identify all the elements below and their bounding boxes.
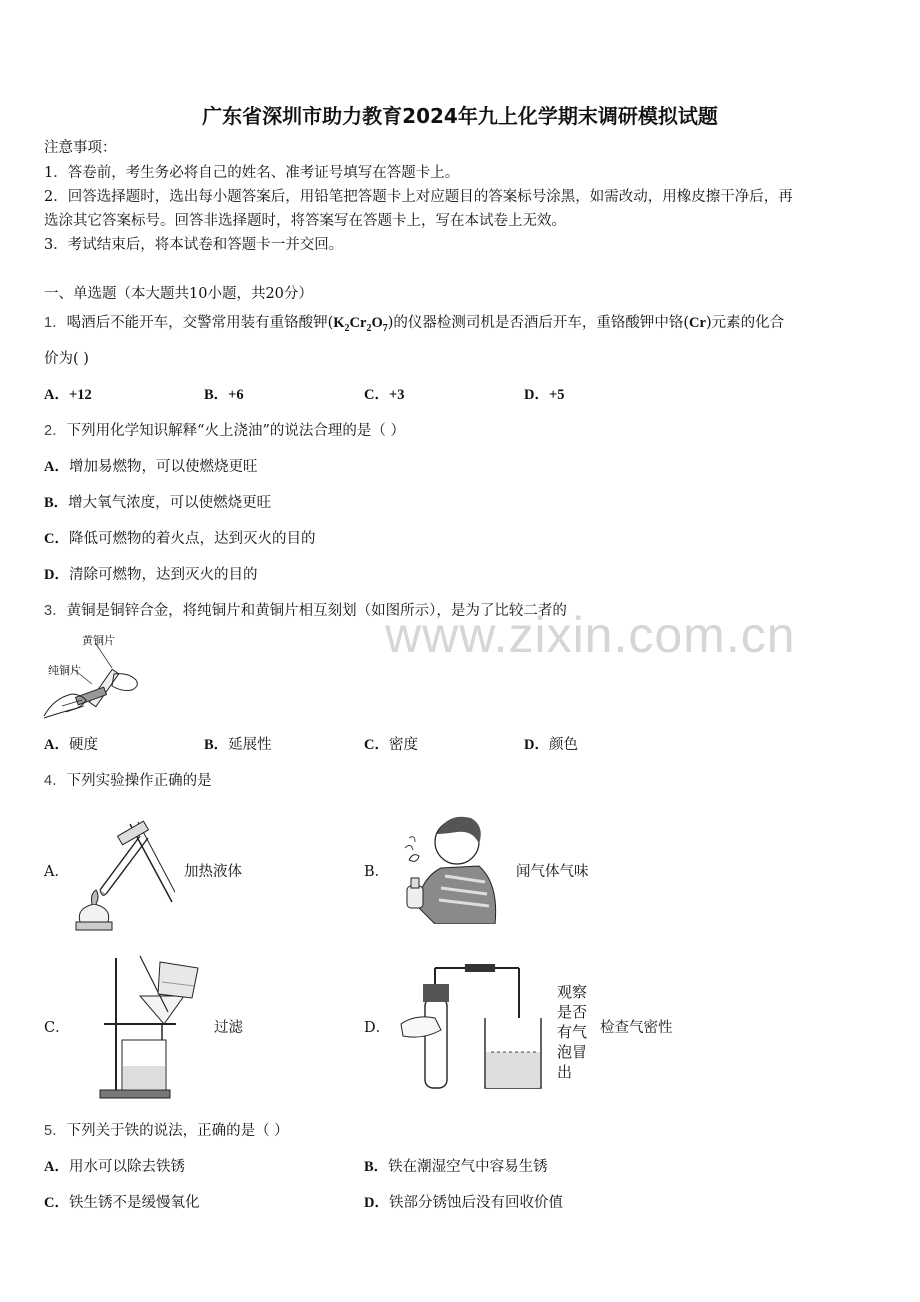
option-d[interactable]: D．清除可燃物，达到灭火的目的 [44,567,258,583]
question-5: 5．下列关于铁的说法，正确的是（ ） [44,1123,289,1139]
smell-gas-figure [395,812,500,924]
notice-item-2-line-1: 2．回答选择题时，选出每小题答案后，用铅笔把答题卡上对应题目的答案标号涂黑，如需改动，用橡皮擦干净后，再 [44,189,793,205]
filtration-figure [96,952,206,1100]
option-b-letter[interactable]: B． [364,864,390,880]
section-heading: 一、单选题（本大题共10小题，共20分） [44,286,313,302]
option-a[interactable]: A．+12 [44,387,92,403]
scratch-test-figure [42,628,142,724]
option-d[interactable]: D．+5 [524,387,565,403]
option-c[interactable]: C．+3 [364,387,405,403]
label-brass-sheet: 黄铜片 [82,634,115,647]
observe-bubbles-note: 观察 是否 有气 泡冒 出 [557,983,588,1081]
label-pure-copper-sheet: 纯铜片 [48,664,81,677]
airtightness-figure [395,958,595,1094]
notice-heading: 注意事项： [44,140,117,156]
option-a-text: 加热液体 [184,864,242,880]
option-d-letter[interactable]: D． [364,1020,391,1036]
option-c[interactable]: C．降低可燃物的着火点，达到灭火的目的 [44,531,316,547]
option-d[interactable]: D．颜色 [524,737,578,753]
option-b-text: 闻气体气味 [516,864,589,880]
question-number: 1． [44,315,67,331]
option-a[interactable]: A．用水可以除去铁锈 [44,1159,185,1175]
option-c[interactable]: C．铁生锈不是缓慢氧化 [44,1195,200,1211]
option-b[interactable]: B．延展性 [204,737,272,753]
heating-liquid-illustration [70,818,175,936]
notice-item-3: 3．考试结束后，将本试卷和答题卡一并交回。 [44,237,344,253]
watermark: www.zixin.com.cn [385,607,796,663]
filtration-illustration [96,952,206,1100]
option-b[interactable]: B．铁在潮湿空气中容易生锈 [364,1159,548,1175]
option-a[interactable]: A．硬度 [44,737,98,753]
option-c-letter[interactable]: C． [44,1020,70,1036]
option-d[interactable]: D．铁部分锈蚀后没有回收价值 [364,1195,563,1211]
option-a-letter[interactable]: A． [44,864,69,880]
question-4: 4．下列实验操作正确的是 [44,773,212,789]
option-b[interactable]: B．+6 [204,387,244,403]
question-3: 3．黄铜是铜锌合金，将纯铜片和黄铜片相互刻划（如图所示），是为了比较二者的 [44,603,567,619]
formula: $K_2Cr_2O_7$ [333,315,388,334]
question-1-line-2: 价为( ) [44,351,89,367]
heating-liquid-figure [70,818,175,936]
option-c[interactable]: C．密度 [364,737,418,753]
notice-item-1: 1．答卷前，考生务必将自己的姓名、准考证号填写在答题卡上。 [44,165,460,181]
smell-gas-illustration [395,812,500,924]
page-title: 广东省深圳市助力教育2024年九上化学期末调研模拟试题 [202,104,718,128]
option-b[interactable]: B．增大氧气浓度，可以使燃烧更旺 [44,495,272,511]
option-d-text: 检查气密性 [600,1020,673,1036]
option-c-text: 过滤 [214,1020,243,1036]
option-a[interactable]: A．增加易燃物，可以使燃烧更旺 [44,459,258,475]
question-1: 1．喝酒后不能开车，交警常用装有重铬酸钾$(K_2Cr_2O_7)$的仪器检测司机是否酒后开车，重铬酸钾中铬(Cr)元素的化合 [44,315,785,334]
question-2: 2．下列用化学知识解释“火上浇油”的说法合理的是（ ） [44,423,406,439]
notice-item-2-line-2: 选涂其它答案标号。回答非选择题时，将答案写在答题卡上，写在本试卷上无效。 [44,213,566,229]
question-text: 喝酒后不能开车，交警常用装有重铬酸钾( [66,315,334,331]
